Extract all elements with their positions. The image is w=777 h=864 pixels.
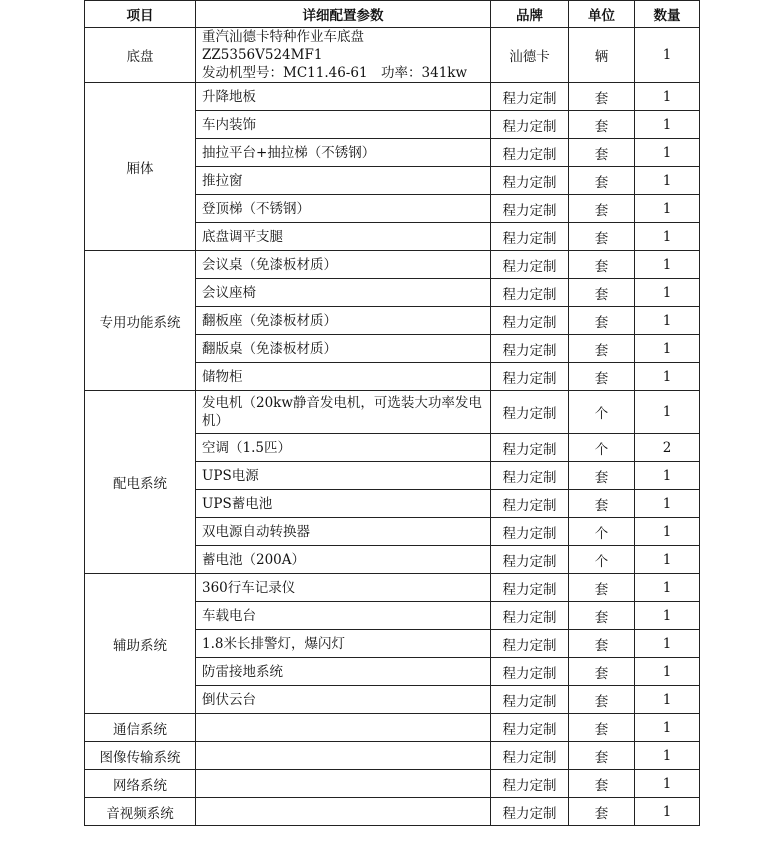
unit-cell: 套 <box>569 798 635 826</box>
brand-cell: 程力定制 <box>491 434 569 462</box>
quantity-cell: 1 <box>635 28 700 83</box>
quantity-cell: 1 <box>635 83 700 111</box>
brand-cell: 程力定制 <box>491 462 569 490</box>
brand-cell: 程力定制 <box>491 490 569 518</box>
unit-cell: 套 <box>569 307 635 335</box>
table-row <box>85 574 700 602</box>
detail-cell: 车内装饰 <box>196 111 491 139</box>
detail-cell: 抽拉平台+抽拉梯（不锈钢） <box>196 139 491 167</box>
table-row <box>85 83 700 111</box>
quantity-cell: 1 <box>635 391 700 434</box>
category-cell: 厢体 <box>85 83 196 251</box>
unit-cell: 套 <box>569 490 635 518</box>
unit-cell: 个 <box>569 391 635 434</box>
quantity-cell: 1 <box>635 518 700 546</box>
category-cell: 辅助系统 <box>85 574 196 714</box>
quantity-cell: 1 <box>635 279 700 307</box>
unit-cell: 套 <box>569 223 635 251</box>
header-detail: 详细配置参数 <box>196 1 491 28</box>
unit-cell: 套 <box>569 630 635 658</box>
unit-cell: 套 <box>569 742 635 770</box>
brand-cell: 程力定制 <box>491 223 569 251</box>
quantity-cell: 1 <box>635 770 700 798</box>
unit-cell: 辆 <box>569 28 635 83</box>
quantity-cell: 1 <box>635 798 700 826</box>
detail-cell: 1.8米长排警灯，爆闪灯 <box>196 630 491 658</box>
table-row <box>85 742 700 770</box>
table-row <box>85 391 700 434</box>
configuration-table <box>84 0 700 826</box>
unit-cell: 套 <box>569 770 635 798</box>
detail-cell <box>196 770 491 798</box>
quantity-cell: 1 <box>635 742 700 770</box>
detail-cell: 发电机（20kw静音发电机，可选装大功率发电机） <box>196 391 491 434</box>
quantity-cell: 1 <box>635 251 700 279</box>
brand-cell: 程力定制 <box>491 167 569 195</box>
brand-cell: 程力定制 <box>491 686 569 714</box>
brand-cell: 程力定制 <box>491 363 569 391</box>
brand-cell: 程力定制 <box>491 630 569 658</box>
header-brand: 品牌 <box>491 1 569 28</box>
detail-cell: 车载电台 <box>196 602 491 630</box>
detail-cell <box>196 798 491 826</box>
detail-cell: UPS蓄电池 <box>196 490 491 518</box>
brand-cell: 程力定制 <box>491 83 569 111</box>
quantity-cell: 1 <box>635 658 700 686</box>
table-body <box>85 28 700 826</box>
quantity-cell: 1 <box>635 335 700 363</box>
brand-cell: 程力定制 <box>491 139 569 167</box>
quantity-cell: 1 <box>635 714 700 742</box>
brand-cell: 程力定制 <box>491 335 569 363</box>
quantity-cell: 1 <box>635 630 700 658</box>
quantity-cell: 1 <box>635 111 700 139</box>
brand-cell: 程力定制 <box>491 798 569 826</box>
detail-cell: 登顶梯（不锈钢） <box>196 195 491 223</box>
detail-cell <box>196 742 491 770</box>
brand-cell: 汕德卡 <box>491 28 569 83</box>
brand-cell: 程力定制 <box>491 546 569 574</box>
quantity-cell: 2 <box>635 434 700 462</box>
header-item: 项目 <box>85 1 196 28</box>
brand-cell: 程力定制 <box>491 658 569 686</box>
unit-cell: 套 <box>569 111 635 139</box>
quantity-cell: 1 <box>635 307 700 335</box>
detail-cell: 翻板座（免漆板材质） <box>196 307 491 335</box>
brand-cell: 程力定制 <box>491 391 569 434</box>
header-row <box>85 1 700 28</box>
brand-cell: 程力定制 <box>491 195 569 223</box>
brand-cell: 程力定制 <box>491 279 569 307</box>
header-quantity: 数量 <box>635 1 700 28</box>
quantity-cell: 1 <box>635 223 700 251</box>
table-row <box>85 798 700 826</box>
detail-cell: 升降地板 <box>196 83 491 111</box>
detail-cell: 双电源自动转换器 <box>196 518 491 546</box>
unit-cell: 套 <box>569 574 635 602</box>
quantity-cell: 1 <box>635 546 700 574</box>
detail-cell: 会议座椅 <box>196 279 491 307</box>
unit-cell: 套 <box>569 279 635 307</box>
category-cell: 底盘 <box>85 28 196 83</box>
unit-cell: 套 <box>569 139 635 167</box>
quantity-cell: 1 <box>635 363 700 391</box>
category-cell: 网络系统 <box>85 770 196 798</box>
unit-cell: 套 <box>569 83 635 111</box>
detail-cell: 会议桌（免漆板材质） <box>196 251 491 279</box>
table-row <box>85 714 700 742</box>
quantity-cell: 1 <box>635 195 700 223</box>
unit-cell: 套 <box>569 251 635 279</box>
quantity-cell: 1 <box>635 139 700 167</box>
brand-cell: 程力定制 <box>491 518 569 546</box>
unit-cell: 套 <box>569 686 635 714</box>
quantity-cell: 1 <box>635 462 700 490</box>
detail-cell: 重汽汕德卡特种作业车底盘ZZ5356V524MF1 发动机型号：MC11.46-61 功率：341kw <box>196 28 491 83</box>
quantity-cell: 1 <box>635 574 700 602</box>
unit-cell: 个 <box>569 546 635 574</box>
brand-cell: 程力定制 <box>491 574 569 602</box>
brand-cell: 程力定制 <box>491 602 569 630</box>
brand-cell: 程力定制 <box>491 770 569 798</box>
detail-cell: 防雷接地系统 <box>196 658 491 686</box>
quantity-cell: 1 <box>635 167 700 195</box>
unit-cell: 套 <box>569 658 635 686</box>
detail-cell: 蓄电池（200A） <box>196 546 491 574</box>
unit-cell: 个 <box>569 518 635 546</box>
unit-cell: 套 <box>569 363 635 391</box>
table-row <box>85 251 700 279</box>
quantity-cell: 1 <box>635 686 700 714</box>
unit-cell: 套 <box>569 462 635 490</box>
category-cell: 专用功能系统 <box>85 251 196 391</box>
detail-cell: 360行车记录仪 <box>196 574 491 602</box>
brand-cell: 程力定制 <box>491 742 569 770</box>
detail-cell: UPS电源 <box>196 462 491 490</box>
unit-cell: 套 <box>569 335 635 363</box>
category-cell: 音视频系统 <box>85 798 196 826</box>
unit-cell: 套 <box>569 714 635 742</box>
detail-cell <box>196 714 491 742</box>
detail-cell: 储物柜 <box>196 363 491 391</box>
table-row <box>85 28 700 83</box>
category-cell: 通信系统 <box>85 714 196 742</box>
brand-cell: 程力定制 <box>491 111 569 139</box>
brand-cell: 程力定制 <box>491 251 569 279</box>
brand-cell: 程力定制 <box>491 714 569 742</box>
table-row <box>85 770 700 798</box>
detail-cell: 倒伏云台 <box>196 686 491 714</box>
unit-cell: 个 <box>569 434 635 462</box>
unit-cell: 套 <box>569 195 635 223</box>
detail-cell: 空调（1.5匹） <box>196 434 491 462</box>
detail-cell: 推拉窗 <box>196 167 491 195</box>
category-cell: 图像传输系统 <box>85 742 196 770</box>
quantity-cell: 1 <box>635 602 700 630</box>
header-unit: 单位 <box>569 1 635 28</box>
detail-cell: 翻版桌（免漆板材质） <box>196 335 491 363</box>
detail-cell: 底盘调平支腿 <box>196 223 491 251</box>
quantity-cell: 1 <box>635 490 700 518</box>
brand-cell: 程力定制 <box>491 307 569 335</box>
category-cell: 配电系统 <box>85 391 196 574</box>
unit-cell: 套 <box>569 602 635 630</box>
unit-cell: 套 <box>569 167 635 195</box>
